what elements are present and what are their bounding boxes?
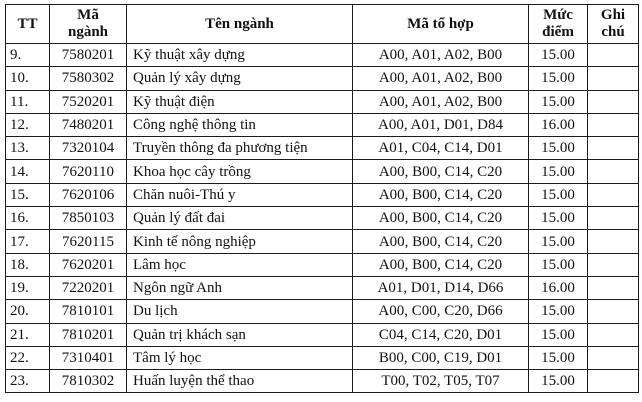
cell-tt: 21. — [6, 323, 50, 346]
header-name: Tên ngành — [127, 5, 353, 44]
table-row — [6, 370, 639, 393]
table-row — [6, 67, 639, 90]
table-header — [6, 5, 639, 44]
cell-score: 15.00 — [529, 160, 588, 183]
cell-combo: A00, B00, C14, C20 — [353, 253, 529, 276]
cell-score: 15.00 — [529, 207, 588, 230]
table-row — [6, 207, 639, 230]
cell-tt: 23. — [6, 370, 50, 393]
cell-code: 7810302 — [50, 370, 127, 393]
cell-code: 7810201 — [50, 323, 127, 346]
cell-score: 16.00 — [529, 276, 588, 299]
cell-combo: A00, B00, C14, C20 — [353, 160, 529, 183]
cell-score: 15.00 — [529, 230, 588, 253]
header-row — [6, 5, 639, 44]
cell-code: 7850103 — [50, 207, 127, 230]
cell-code: 7810101 — [50, 300, 127, 323]
cell-tt: 11. — [6, 90, 50, 113]
cell-code: 7620115 — [50, 230, 127, 253]
cell-tt: 18. — [6, 253, 50, 276]
cell-note — [588, 346, 639, 369]
table-row — [6, 300, 639, 323]
cell-score: 15.00 — [529, 90, 588, 113]
cell-tt: 13. — [6, 137, 50, 160]
cell-name: Công nghệ thông tin — [127, 113, 353, 136]
cell-score: 15.00 — [529, 137, 588, 160]
cell-note — [588, 183, 639, 206]
cell-combo: A01, C04, C14, D01 — [353, 137, 529, 160]
cell-combo: A00, A01, A02, B00 — [353, 44, 529, 67]
cell-name: Quản trị khách sạn — [127, 323, 353, 346]
cell-tt: 14. — [6, 160, 50, 183]
table-row — [6, 90, 639, 113]
cell-tt: 19. — [6, 276, 50, 299]
cell-note — [588, 370, 639, 393]
cell-score: 15.00 — [529, 323, 588, 346]
cell-code: 7620106 — [50, 183, 127, 206]
cell-combo: T00, T02, T05, T07 — [353, 370, 529, 393]
cell-combo: A00, B00, C14, C20 — [353, 207, 529, 230]
cell-code: 7480201 — [50, 113, 127, 136]
cell-name: Khoa học cây trồng — [127, 160, 353, 183]
cell-name: Chăn nuôi-Thú y — [127, 183, 353, 206]
cell-combo: A00, A01, D01, D84 — [353, 113, 529, 136]
cell-tt: 12. — [6, 113, 50, 136]
cell-code: 7320104 — [50, 137, 127, 160]
admission-score-table — [5, 4, 639, 393]
table-row — [6, 253, 639, 276]
cell-name: Huấn luyện thể thao — [127, 370, 353, 393]
cell-combo: B00, C00, C19, D01 — [353, 346, 529, 369]
cell-note — [588, 207, 639, 230]
cell-score: 15.00 — [529, 183, 588, 206]
header-code — [50, 5, 127, 44]
cell-note — [588, 323, 639, 346]
header-code-line1: Mã — [77, 7, 99, 23]
cell-note — [588, 44, 639, 67]
table-row — [6, 346, 639, 369]
cell-note — [588, 300, 639, 323]
cell-code: 7580201 — [50, 44, 127, 67]
cell-note — [588, 113, 639, 136]
cell-code: 7580302 — [50, 67, 127, 90]
cell-tt: 15. — [6, 183, 50, 206]
cell-combo: A00, A01, A02, B00 — [353, 90, 529, 113]
cell-note — [588, 160, 639, 183]
cell-combo: C04, C14, C20, D01 — [353, 323, 529, 346]
table-row — [6, 230, 639, 253]
cell-combo: A00, B00, C14, C20 — [353, 183, 529, 206]
cell-name: Quản lý đất đai — [127, 207, 353, 230]
header-combo: Mã tổ hợp — [353, 5, 529, 44]
cell-combo: A00, A01, A02, B00 — [353, 67, 529, 90]
cell-name: Ngôn ngữ Anh — [127, 276, 353, 299]
cell-score: 15.00 — [529, 346, 588, 369]
table-body — [6, 44, 639, 393]
header-note — [588, 5, 639, 44]
cell-name: Quản lý xây dựng — [127, 67, 353, 90]
cell-code: 7310401 — [50, 346, 127, 369]
cell-score: 15.00 — [529, 370, 588, 393]
cell-score: 15.00 — [529, 67, 588, 90]
cell-score: 15.00 — [529, 253, 588, 276]
table-row — [6, 183, 639, 206]
table-row — [6, 160, 639, 183]
table-row — [6, 113, 639, 136]
cell-code: 7620110 — [50, 160, 127, 183]
cell-code: 7220201 — [50, 276, 127, 299]
cell-code: 7620201 — [50, 253, 127, 276]
cell-tt: 20. — [6, 300, 50, 323]
cell-note — [588, 253, 639, 276]
cell-score: 16.00 — [529, 113, 588, 136]
table-row — [6, 137, 639, 160]
cell-name: Kinh tế nông nghiệp — [127, 230, 353, 253]
table-row — [6, 323, 639, 346]
header-note-line1: Ghi — [600, 7, 626, 23]
cell-name: Lâm học — [127, 253, 353, 276]
cell-combo: A01, D01, D14, D66 — [353, 276, 529, 299]
cell-name: Kỹ thuật xây dựng — [127, 44, 353, 67]
cell-note — [588, 230, 639, 253]
cell-tt: 17. — [6, 230, 50, 253]
cell-name: Du lịch — [127, 300, 353, 323]
cell-tt: 22. — [6, 346, 50, 369]
cell-tt: 10. — [6, 67, 50, 90]
cell-name: Tâm lý học — [127, 346, 353, 369]
cell-combo: A00, C00, C20, D66 — [353, 300, 529, 323]
cell-name: Truyền thông đa phương tiện — [127, 137, 353, 160]
cell-combo: A00, B00, C14, C20 — [353, 230, 529, 253]
cell-tt: 9. — [6, 44, 50, 67]
cell-score: 15.00 — [529, 44, 588, 67]
header-score-line2: điểm — [542, 24, 574, 40]
header-score-line1: Mức — [543, 7, 573, 23]
cell-note — [588, 90, 639, 113]
cell-note — [588, 67, 639, 90]
table-row — [6, 276, 639, 299]
cell-note — [588, 276, 639, 299]
cell-tt: 16. — [6, 207, 50, 230]
cell-name: Kỹ thuật điện — [127, 90, 353, 113]
cell-code: 7520201 — [50, 90, 127, 113]
header-tt: TT — [6, 5, 50, 44]
header-code-line2: ngành — [67, 24, 109, 40]
cell-note — [588, 137, 639, 160]
header-note-line2: chú — [601, 24, 625, 40]
admission-score-table-wrapper — [5, 4, 639, 393]
cell-score: 15.00 — [529, 300, 588, 323]
table-row — [6, 44, 639, 67]
header-score — [529, 5, 588, 44]
